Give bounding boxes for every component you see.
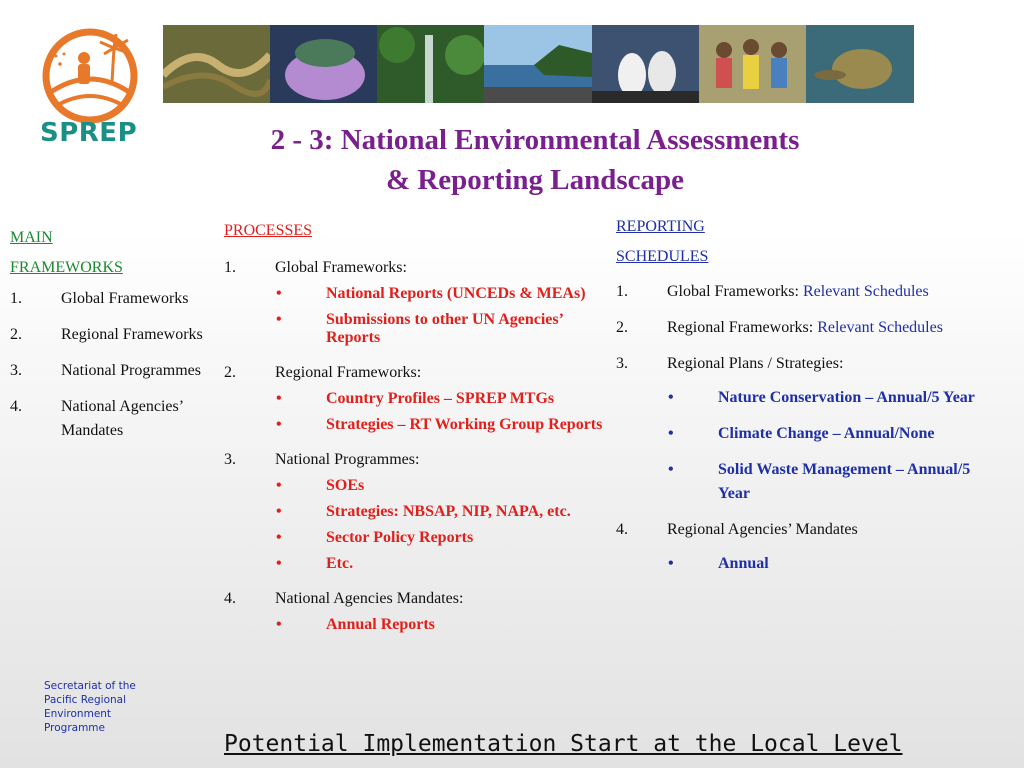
photo-strip [163, 25, 914, 103]
logo-wordmark: SPREP [40, 118, 138, 148]
bullet-item: • Submissions to other UN Agencies’ Reports [224, 311, 609, 347]
bullet-item: • Climate Change – Annual/None [616, 422, 976, 446]
bullet-item: • SOEs [224, 477, 609, 495]
item-number: 2. [224, 364, 236, 381]
item-schedule: Relevant Schedules [817, 319, 943, 336]
bullet-text: Solid Waste Management – Annual/5 Year [718, 461, 971, 502]
slide-title [175, 120, 895, 200]
bottom-statement: Potential Implementation Start at the Local Level [224, 731, 903, 757]
item-text: Global Frameworks [61, 290, 189, 307]
bullet-text: National Reports (UNCEDs & MEAs) [326, 285, 586, 302]
bullet-item: • Strategies – RT Working Group Reports [224, 416, 609, 434]
title-line-1: 2 - 3: National Environmental Assessments [270, 124, 800, 156]
header-line-2: FRAMEWORKS [10, 259, 123, 276]
item-number: 2. [616, 319, 628, 336]
title-line-2: & Reporting Landscape [385, 164, 685, 196]
org-line: Programme [44, 722, 105, 734]
bullet-text: SOEs [326, 477, 365, 494]
bullet-text: Strategies – RT Working Group Reports [326, 416, 603, 433]
org-line: Pacific Regional [44, 694, 127, 706]
main-frameworks-column [10, 223, 225, 443]
item-text: Regional Frameworks: [667, 319, 814, 336]
header-line-1: REPORTING [616, 218, 705, 235]
bullet-item: • Nature Conservation – Annual/5 Year [616, 386, 976, 410]
item-text: Regional Frameworks: [275, 364, 422, 381]
list-item [10, 395, 225, 443]
item-number: 3. [224, 451, 236, 468]
process-section [224, 256, 609, 280]
item-text: Global Frameworks: [275, 259, 407, 276]
header-line-1: MAIN [10, 229, 53, 246]
item-text: Regional Agencies’ Mandates [667, 521, 858, 538]
bullet-item: • Annual [616, 552, 976, 576]
item-text: National Programmes: [275, 451, 420, 468]
list-item [10, 359, 225, 383]
bullet-item: • Sector Policy Reports [224, 529, 609, 547]
bullet-text: Annual [718, 555, 769, 572]
bullet-text: Nature Conservation – Annual/5 Year [718, 389, 975, 406]
item-number: 1. [224, 259, 236, 276]
photo-coast [484, 25, 592, 103]
bullet-text: Etc. [326, 555, 354, 572]
schedule-item [616, 352, 976, 376]
process-section [224, 361, 609, 385]
photo-snake [163, 25, 270, 103]
photo-forest [377, 25, 484, 103]
photo-anemone [270, 25, 377, 103]
item-text-wrap [616, 316, 976, 340]
org-line: Secretariat of the [44, 680, 136, 692]
bullet-text: Submissions to other UN Agencies’ Reports [326, 311, 563, 346]
item-text: Regional Frameworks [61, 326, 203, 343]
schedule-item [616, 280, 976, 304]
processes-header: PROCESSES [224, 222, 313, 239]
bullet-text: Climate Change – Annual/None [718, 425, 935, 442]
item-text: National Agencies Mandates: [275, 590, 464, 607]
photo-seabirds [592, 25, 699, 103]
item-number: 1. [10, 290, 22, 307]
organization-name [44, 679, 184, 735]
item-text: National Agencies’ Mandates [61, 398, 183, 439]
item-text: Global Frameworks: [667, 283, 799, 300]
item-number: 4. [616, 521, 628, 538]
bullet-text: Country Profiles – SPREP MTGs [326, 390, 555, 407]
bullet-item: • Annual Reports [224, 616, 609, 634]
item-number: 2. [10, 326, 22, 343]
reporting-schedules-header [616, 212, 976, 272]
bullet-item: • Solid Waste Management – Annual/5 Year [616, 458, 976, 506]
item-schedule: Relevant Schedules [802, 283, 929, 300]
item-text: Regional Plans / Strategies: [667, 355, 844, 372]
header-line-2: SCHEDULES [616, 248, 709, 265]
item-number: 4. [10, 398, 22, 415]
bullet-item: • Strategies: NBSAP, NIP, NAPA, etc. [224, 503, 609, 521]
main-frameworks-header [10, 223, 225, 283]
processes-column [224, 218, 609, 634]
org-line: Environment [44, 708, 112, 720]
list-item [10, 287, 225, 311]
reporting-schedules-column [616, 212, 976, 576]
bullet-text: Sector Policy Reports [326, 529, 474, 546]
bullet-item: • National Reports (UNCEDs & MEAs) [224, 285, 609, 303]
photo-turtle [806, 25, 914, 103]
schedule-item [616, 316, 976, 340]
item-number: 4. [224, 590, 236, 607]
item-number: 1. [616, 283, 628, 300]
list-item [10, 323, 225, 347]
bullet-text: Strategies: NBSAP, NIP, NAPA, etc. [326, 503, 571, 520]
photo-children [699, 25, 806, 103]
item-number: 3. [10, 362, 22, 379]
schedule-item [616, 518, 976, 542]
item-text-wrap [616, 280, 976, 304]
bullet-item: • Country Profiles – SPREP MTGs [224, 390, 609, 408]
item-text: National Programmes [61, 362, 201, 379]
process-section [224, 448, 609, 472]
process-section [224, 587, 609, 611]
bullet-item: • Etc. [224, 555, 609, 573]
bullet-text: Annual Reports [326, 616, 435, 633]
item-number: 3. [616, 355, 628, 372]
